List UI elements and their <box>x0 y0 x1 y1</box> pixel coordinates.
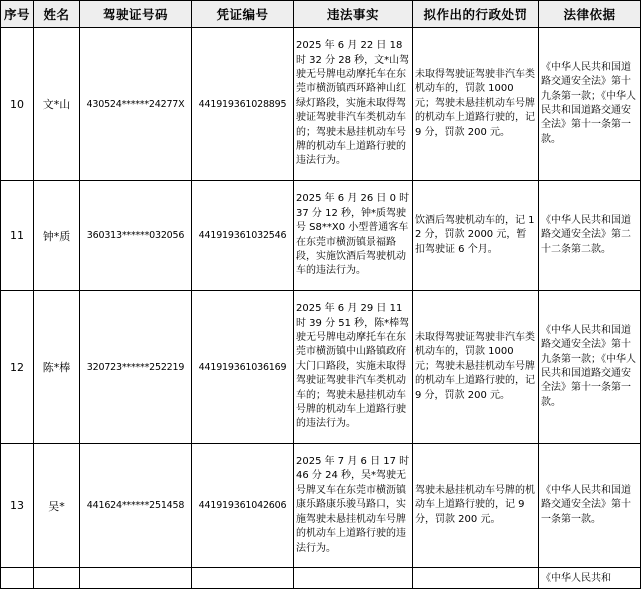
legal-basis-fragment: 《中华人民共和 <box>541 573 611 584</box>
row-proposed-penalty <box>413 568 539 589</box>
table-row <box>1 28 641 181</box>
row-index: 10 <box>1 28 34 181</box>
table-row-partial <box>1 568 641 589</box>
row-certificate-number: 441919361036169 <box>192 291 294 444</box>
row-legal-basis: 《中华人民共和国道路交通安全法》第十九条第一款；《中华人民共和国道路交通安全法》第十一条第一款。 <box>539 291 641 444</box>
row-violation-facts: 2025 年 6 月 26 日 0 时 37 分 12 秒，钟*质驾驶号 S8**X0 小型普通客车在东莞市横沥镇景福路段，实施饮酒后驾驶机动车的违法行为。 <box>294 181 413 291</box>
row-violation-facts: 2025 年 6 月 22 日 18 时 32 分 28 秒，文*山驾驶无号牌电动摩托车在东莞市横沥镇西环路神山红绿灯路段，实施未取得驾驶证驾驶非汽车类机动车的；驾驶未悬挂机动车号牌的机动车上道路行驶的违法行为。 <box>294 28 413 181</box>
row-proposed-penalty: 驾驶未悬挂机动车号牌的机动车上道路行驶的，记 9 分，罚款 200 元。 <box>413 444 539 568</box>
row-violation-facts: 2025 年 7 月 6 日 17 时 46 分 24 秒，吴*驾驶无号牌叉车在东莞市横沥镇康乐路康乐骏马路口，实施驾驶未悬挂机动车号牌的机动车上道路行驶的违法行为。 <box>294 444 413 568</box>
header-license-number: 驾驶证号码 <box>80 1 192 28</box>
row-index <box>1 568 34 589</box>
row-license-number: 430524******24277X <box>80 28 192 181</box>
row-certificate-number <box>192 568 294 589</box>
row-legal-basis: 《中华人民共和国道路交通安全法》第十九条第一款；《中华人民共和国道路交通安全法》第十一条第一款。 <box>539 28 641 181</box>
header-legal-basis: 法律依据 <box>539 1 641 28</box>
row-index: 12 <box>1 291 34 444</box>
row-certificate-number: 441919361032546 <box>192 181 294 291</box>
header-certificate-number: 凭证编号 <box>192 1 294 28</box>
row-license-number: 320723******252219 <box>80 291 192 444</box>
header-proposed-penalty: 拟作出的行政处罚 <box>413 1 539 28</box>
row-legal-basis: 《中华人民共和国道路交通安全法》第二十二条第二款。 <box>539 181 641 291</box>
row-name: 文*山 <box>34 28 80 181</box>
table-row <box>1 181 641 291</box>
row-license-number: 441624******251458 <box>80 444 192 568</box>
row-index: 11 <box>1 181 34 291</box>
row-proposed-penalty: 未取得驾驶证驾驶非汽车类机动车的，罚款 1000 元；驾驶未悬挂机动车号牌的机动车上道路行驶的，记 9 分，罚款 200 元。 <box>413 28 539 181</box>
row-name: 吴* <box>34 444 80 568</box>
row-index: 13 <box>1 444 34 568</box>
row-certificate-number: 441919361042606 <box>192 444 294 568</box>
header-violation-facts: 违法事实 <box>294 1 413 28</box>
header-name: 姓名 <box>34 1 80 28</box>
row-license-number: 360313******032056 <box>80 181 192 291</box>
header-index: 序号 <box>1 1 34 28</box>
row-legal-basis: 《中华人民共和国道路交通安全法》第十一条第一款。 <box>539 444 641 568</box>
row-certificate-number: 441919361028895 <box>192 28 294 181</box>
row-name <box>34 568 80 589</box>
row-violation-facts: 2025 年 6 月 29 日 11 时 39 分 51 秒，陈*棒驾驶无号牌电动摩托车在东莞市横沥镇中山路镇政府大门口路段，实施未取得驾驶证驾驶非汽车类机动车的；驾驶未悬挂机动车号牌的机动车上道路行驶的违法行为。 <box>294 291 413 444</box>
row-violation-facts <box>294 568 413 589</box>
table-row <box>1 291 641 444</box>
row-name: 陈*棒 <box>34 291 80 444</box>
row-proposed-penalty: 饮酒后驾驶机动车的，记 12 分，罚款 2000 元，暂扣驾驶证 6 个月。 <box>413 181 539 291</box>
table-header-row <box>1 1 641 28</box>
table-row <box>1 444 641 568</box>
row-legal-basis <box>539 568 641 589</box>
row-name: 钟*质 <box>34 181 80 291</box>
row-license-number <box>80 568 192 589</box>
row-proposed-penalty: 未取得驾驶证驾驶非汽车类机动车的，罚款 1000 元；驾驶未悬挂机动车号牌的机动车上道路行驶的，记 9 分，罚款 200 元。 <box>413 291 539 444</box>
